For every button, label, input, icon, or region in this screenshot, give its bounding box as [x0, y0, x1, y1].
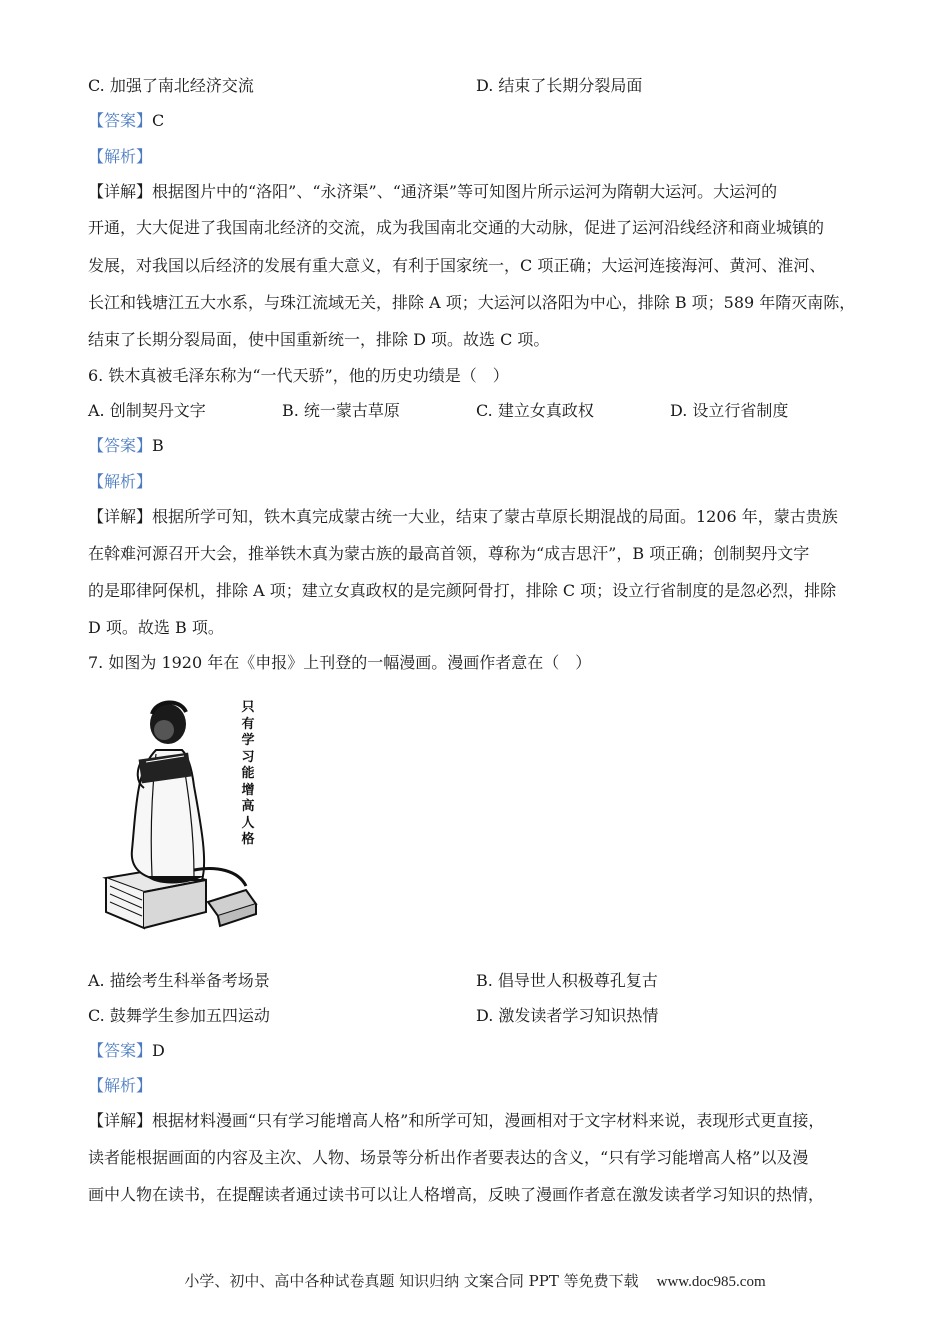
q6-detail-line: D 项。故选 B 项。 — [88, 618, 224, 637]
answer-tag: 【答案】 — [88, 1041, 153, 1060]
answer-value: B — [152, 436, 164, 455]
q6-detail-line: 【详解】根据所学可知，铁木真完成蒙古统一大业，结束了蒙古草原长期混战的局面。1206 年，蒙古贵族 — [88, 507, 838, 526]
q6-option-d: D. 设立行省制度 — [670, 401, 789, 420]
q6-detail-line: 的是耶律阿保机，排除 A 项；建立女真政权的是完颜阿骨打，排除 C 项；设立行省制度的是忽必烈，排除 — [88, 581, 837, 600]
q7-analysis-tag: 【解析】 — [88, 1076, 153, 1095]
q5-analysis-tag: 【解析】 — [88, 147, 153, 166]
q7-option-d: D. 激发读者学习知识热情 — [476, 1006, 659, 1025]
q5-detail-line: 开通，大大促进了我国南北经济的交流，成为我国南北交通的大动脉，促进了运河沿线经济和商业城镇的 — [88, 218, 825, 237]
q6-option-b: B. 统一蒙古草原 — [282, 401, 400, 420]
cartoon-caption-char: 能 — [241, 766, 255, 781]
cartoon-caption-char: 有 — [241, 716, 255, 732]
cartoon-caption-char: 增 — [241, 782, 255, 798]
cartoon-caption-char: 人 — [241, 815, 255, 831]
q5-detail-line: 长江和钱塘江五大水系，与珠江流域无关，排除 A 项；大运河以洛阳为中心，排除 B 项；589 年隋灭南陈， — [88, 293, 856, 312]
q5-detail-line: 【详解】根据图片中的“洛阳”、“永济渠”、“通济渠”等可知图片所示运河为隋朝大运河。大运河的 — [88, 182, 778, 201]
q6-answer — [88, 436, 164, 456]
cartoon-caption — [238, 700, 258, 849]
cartoon-caption-char: 学 — [241, 733, 255, 748]
q5-option-c: C. 加强了南北经济交流 — [88, 76, 254, 95]
q7-option-c: C. 鼓舞学生参加五四运动 — [88, 1006, 270, 1025]
q5-option-d: D. 结束了长期分裂局面 — [476, 76, 643, 95]
q7-detail-line: 读者能根据画面的内容及主次、人物、场景等分析出作者要表达的含义，“只有学习能增高人格”以及漫 — [88, 1148, 809, 1167]
q5-answer — [88, 111, 164, 131]
cartoon-caption-char: 高 — [241, 799, 255, 814]
cartoon-caption-char: 习 — [241, 749, 255, 765]
answer-value: C — [152, 111, 165, 130]
q5-detail-line: 发展，对我国以后经济的发展有重大意义，有利于国家统一，C 项正确；大运河连接海河、黄河、淮河、 — [88, 256, 826, 275]
q7-answer — [88, 1041, 165, 1061]
footer-text: 小学、初中、高中各种试卷真题 知识归纳 文案合同 PPT 等免费下载 — [184, 1272, 639, 1290]
q7-stem: 7. 如图为 1920 年在《申报》上刊登的一幅漫画。漫画作者意在（ ） — [88, 653, 592, 672]
q6-option-a: A. 创制契丹文字 — [88, 401, 206, 420]
q6-stem: 6. 铁木真被毛泽东称为“一代天骄”，他的历史功绩是（ ） — [88, 366, 509, 385]
answer-tag: 【答案】 — [88, 111, 153, 130]
q6-detail-line: 在斡难河源召开大会，推举铁木真为蒙古族的最高首领，尊称为“成吉思汗”，B 项正确；创制契丹文字 — [88, 544, 810, 563]
cartoon-caption-char: 格 — [241, 832, 255, 847]
cartoon-caption-char: 只 — [241, 700, 255, 715]
page-footer — [0, 1270, 950, 1291]
answer-tag: 【答案】 — [88, 436, 153, 455]
q5-detail-line: 结束了长期分裂局面，使中国重新统一，排除 D 项。故选 C 项。 — [88, 330, 550, 349]
q7-detail-line: 画中人物在读书，在提醒读者通过读书可以让人格增高，反映了漫画作者意在激发读者学习知识的热情， — [88, 1185, 825, 1204]
q6-analysis-tag: 【解析】 — [88, 472, 153, 491]
q7-option-a: A. 描绘考生科举备考场景 — [88, 971, 270, 990]
q7-detail-line: 【详解】根据材料漫画“只有学习能增高人格”和所学可知，漫画相对于文字材料来说，表现形式更直接， — [88, 1111, 825, 1130]
q6-option-c: C. 建立女真政权 — [476, 401, 594, 420]
answer-value: D — [152, 1041, 165, 1060]
footer-url[interactable]: www.doc985.com — [656, 1274, 766, 1290]
q7-option-b: B. 倡导世人积极尊孔复古 — [476, 971, 658, 990]
